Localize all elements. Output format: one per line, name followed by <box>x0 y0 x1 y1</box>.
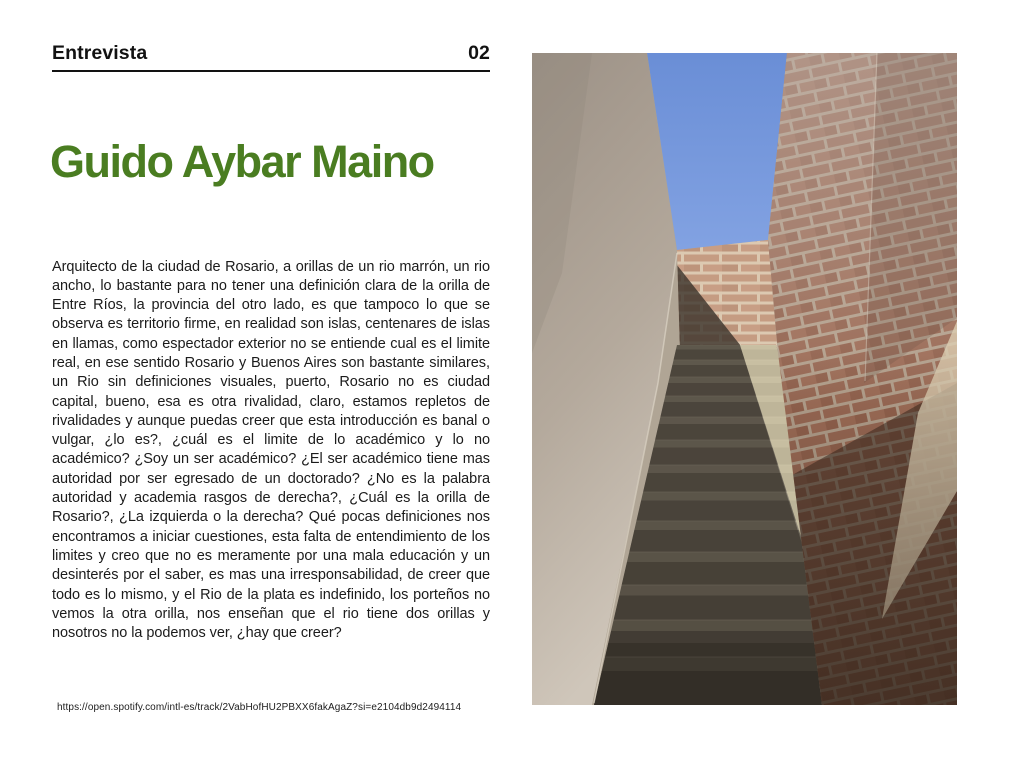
spotify-link[interactable]: https://open.spotify.com/intl-es/track/2VabHofHU2PBXX6fakAgaZ?si=e2104db9d2494114 <box>57 702 462 713</box>
photo-staircase <box>532 53 957 705</box>
background-brick-wall <box>670 233 785 363</box>
header-label: Entrevista <box>52 42 148 64</box>
page-number: 02 <box>468 42 490 64</box>
header <box>52 42 490 72</box>
body-paragraph: Arquitecto de la ciudad de Rosario, a orillas de un rio marrón, un rio ancho, lo bastante para no tener una definición clara de la orilla de Entre Ríos, la provincia del otro lado, es que tampoco lo que se observa es territorio firme, en realidad son islas, centenares de islas en llamas, como espectador exterior no se entiende cual es el limite real, en ese sentido Rosario y Buenos Aires son bastante similares, un Rio sin definiciones visuales, puerto, Rosario no es ciudad capital, bueno, esa es otra rivalidad, claro, estamos repletos de rivalidades y aunque puedas creer que esta introducción es banal o vulgar, ¿lo es?, ¿cuál es el limite de lo académico y lo no académico? ¿Soy un ser académico? ¿El ser académico tiene mas autoridad por ser egresado de un doctorado? ¿No es la palabra autoridad y academia rasgos de derecha?, ¿Cuál es la orilla de Rosario?, ¿La izquierda o la derecha? Qué pocas definiciones nos encontramos a iniciar cuestiones, esta falta de entendimiento de los limites y creo que no es meramente por una mala educación y un desinterés por el saber, es mas una irresponsabilidad, de creer que todo es lo mismo, y el Rio de la plata es indefinido, los porteños no vemos la otra orilla, nos enseñan que el rio tiene dos orillas y nosotros no la podemos ver, ¿hay que creer? <box>52 258 490 642</box>
page-title: Guido Aybar Maino <box>50 136 434 188</box>
